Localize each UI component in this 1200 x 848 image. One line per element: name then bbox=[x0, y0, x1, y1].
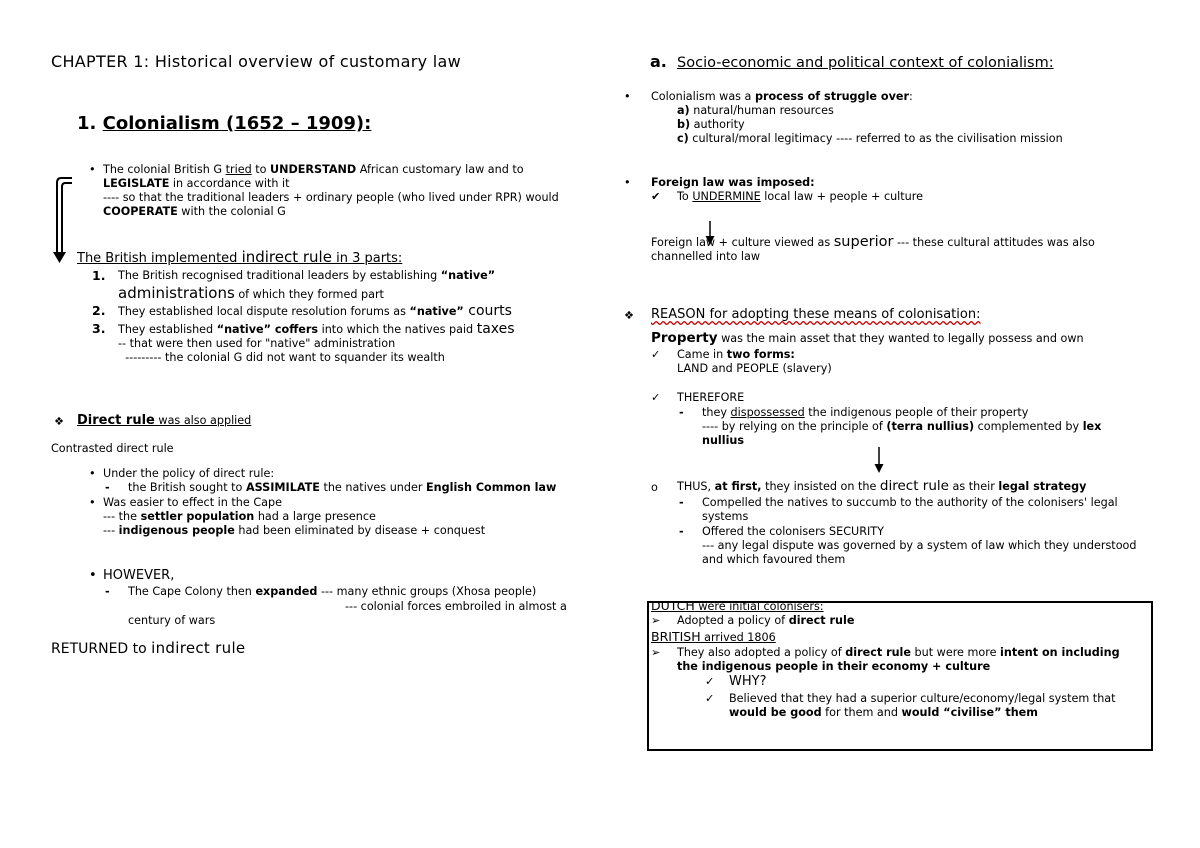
section-1-heading bbox=[77, 114, 371, 134]
text: Socio-economic and political context of colonialism: bbox=[677, 55, 1054, 71]
text: c) bbox=[677, 132, 689, 145]
therefore-line: THEREFORE bbox=[677, 391, 745, 404]
text: English Common law bbox=[426, 481, 557, 494]
text: They established local dispute resolution forums as bbox=[118, 305, 410, 318]
bullet-dot-icon: • bbox=[89, 467, 96, 480]
text: DUTCH bbox=[651, 598, 695, 613]
bullet-colonial-british bbox=[103, 163, 559, 219]
dash-bullet-icon: - bbox=[679, 496, 684, 509]
text: African customary law and to bbox=[356, 163, 524, 176]
text: the British sought to bbox=[128, 481, 246, 494]
bullet-dot-icon: • bbox=[89, 568, 97, 583]
text: The British implemented bbox=[77, 251, 242, 266]
text: legal strategy bbox=[998, 480, 1087, 493]
check-icon: ✔ bbox=[651, 190, 661, 203]
text: settler population bbox=[140, 510, 255, 523]
text: would be good bbox=[729, 706, 822, 719]
policy-line-1: Under the policy of direct rule: bbox=[103, 467, 275, 480]
dash-bullet-icon: - bbox=[679, 525, 684, 538]
text: Offered the colonisers SECURITY bbox=[702, 525, 884, 538]
foreign-law-heading: Foreign law was imposed: bbox=[651, 176, 815, 189]
part-number: 2. bbox=[92, 303, 106, 318]
text: Believed that they had a superior culture/economy/legal system that bbox=[729, 692, 1116, 705]
diamond-bullet-icon: ❖ bbox=[624, 309, 635, 322]
text: The colonial British G bbox=[103, 163, 226, 176]
contrasted-direct-rule: Contrasted direct rule bbox=[51, 442, 174, 455]
text: as their bbox=[948, 480, 999, 493]
believed-lines bbox=[729, 692, 1116, 720]
text: cultural/moral legitimacy ---- referred to as the civilisation mission bbox=[688, 132, 1063, 145]
text: was the main asset that they wanted to legally possess and own bbox=[717, 332, 1084, 345]
dash-bullet-icon: - bbox=[105, 481, 110, 494]
indirect-rule-heading bbox=[77, 249, 402, 267]
check-icon: ✓ bbox=[651, 391, 661, 404]
however-line-1 bbox=[128, 585, 536, 599]
text: the indigenous people of their property bbox=[804, 406, 1029, 419]
text: natural/human resources bbox=[689, 104, 834, 117]
text: --- the bbox=[103, 510, 141, 523]
text: direct rule bbox=[845, 646, 911, 659]
text: complemented by bbox=[974, 420, 1083, 433]
text: two forms: bbox=[726, 348, 795, 361]
text: They also adopted a policy of bbox=[677, 646, 846, 659]
dash-bullet-icon: - bbox=[679, 406, 684, 419]
text: expanded bbox=[255, 585, 318, 598]
section-title: Colonialism (1652 – 1909): bbox=[102, 113, 372, 134]
text: LEGISLATE bbox=[103, 177, 170, 190]
part-1 bbox=[118, 269, 495, 283]
security-lines bbox=[702, 525, 1137, 567]
text: ---- by relying on the principle of bbox=[702, 420, 887, 433]
text: was also applied bbox=[154, 414, 252, 427]
undermine-line bbox=[677, 190, 923, 204]
text: into which the natives paid bbox=[318, 323, 477, 336]
text: Came in bbox=[677, 348, 727, 361]
text: dispossessed bbox=[730, 406, 805, 419]
text: direct rule bbox=[788, 614, 855, 627]
text: would “civilise” them bbox=[901, 706, 1038, 719]
text: had a large presence bbox=[254, 510, 376, 523]
text: LAND and PEOPLE (slavery) bbox=[677, 362, 832, 375]
bullet-dot-icon: • bbox=[624, 176, 631, 189]
text: a. bbox=[650, 52, 667, 71]
text: The British recognised traditional leaders by establishing bbox=[118, 269, 441, 282]
text: Adopted a policy of bbox=[677, 614, 789, 627]
text: COOPERATE bbox=[103, 205, 178, 218]
text: arrived 1806 bbox=[700, 631, 776, 644]
check-icon: ✓ bbox=[705, 675, 715, 688]
text: nullius bbox=[702, 434, 745, 447]
part-1-line2 bbox=[118, 284, 384, 304]
text: had been eliminated by disease + conquest bbox=[234, 524, 486, 537]
circle-bullet-icon: o bbox=[651, 481, 658, 494]
struggle-line bbox=[651, 90, 913, 104]
section-number: 1. bbox=[77, 113, 97, 134]
text: for them and bbox=[821, 706, 902, 719]
text: -- that were then used for "native" administration bbox=[118, 337, 396, 350]
text: Colonialism was a bbox=[651, 90, 755, 103]
text: UNDERSTAND bbox=[270, 163, 357, 176]
bullet-dot-icon: • bbox=[624, 90, 631, 103]
dutch-heading bbox=[651, 599, 824, 614]
check-icon: ✓ bbox=[705, 692, 715, 705]
text: tried bbox=[225, 163, 252, 176]
text: --- any legal dispute was governed by a system of law which they understood bbox=[702, 539, 1137, 552]
dash-bullet-icon: - bbox=[105, 585, 110, 598]
text: channelled into law bbox=[651, 250, 761, 263]
text: indirect rule bbox=[241, 248, 332, 266]
text: and which favoured them bbox=[702, 553, 846, 566]
section-a-heading bbox=[650, 52, 1054, 73]
text: but were more bbox=[910, 646, 1001, 659]
text: --- many ethnic groups (Xhosa people) bbox=[317, 585, 537, 598]
dutch-policy bbox=[677, 614, 854, 628]
text: administrations bbox=[118, 284, 235, 302]
text: the natives under bbox=[319, 481, 427, 494]
text: The Cape Colony then bbox=[128, 585, 256, 598]
text: authority bbox=[690, 118, 745, 131]
text: of which they formed part bbox=[234, 288, 384, 301]
text: the indigenous people in their economy + culture bbox=[677, 660, 991, 673]
text: THUS, bbox=[677, 480, 715, 493]
policy-lines-3-5 bbox=[103, 496, 485, 538]
text: courts bbox=[463, 303, 512, 319]
text: --- these cultural attitudes was also bbox=[893, 236, 1095, 249]
text: a) bbox=[677, 104, 690, 117]
text: They established bbox=[118, 323, 217, 336]
text: they bbox=[702, 406, 731, 419]
text: “native” coffers bbox=[216, 323, 319, 336]
text: lex bbox=[1082, 420, 1102, 433]
text: systems bbox=[702, 510, 749, 523]
text: indirect rule bbox=[151, 639, 246, 657]
part-3 bbox=[118, 322, 515, 365]
text: direct rule bbox=[879, 478, 949, 494]
text: ---- so that the traditional leaders + ordinary people (who lived under RPR) would bbox=[103, 191, 559, 204]
text: BRITISH bbox=[651, 629, 701, 644]
thus-line bbox=[677, 479, 1086, 494]
text: Property bbox=[651, 330, 718, 346]
bracket-arrow-icon bbox=[50, 175, 76, 267]
text: To bbox=[677, 190, 693, 203]
text: Was easier to effect in the Cape bbox=[103, 496, 282, 509]
text: with the colonial G bbox=[177, 205, 286, 218]
why-line: WHY? bbox=[729, 674, 767, 689]
text: indigenous people bbox=[118, 524, 235, 537]
text: --------- the colonial G did not want to squander its wealth bbox=[125, 351, 445, 364]
text: “native” bbox=[440, 269, 496, 282]
superior-line bbox=[651, 235, 1095, 264]
text: local law + people + culture bbox=[760, 190, 924, 203]
text: at first, bbox=[714, 480, 762, 493]
text: ASSIMILATE bbox=[245, 481, 320, 494]
however-heading: HOWEVER, bbox=[103, 568, 175, 583]
text: REASON for adopting these means of colonisation: bbox=[651, 307, 981, 322]
returned-heading bbox=[51, 640, 245, 657]
text: intent on including bbox=[1000, 646, 1120, 659]
reason-heading bbox=[651, 307, 980, 323]
chapter-title: CHAPTER 1: Historical overview of customary law bbox=[51, 52, 461, 71]
text: in 3 parts: bbox=[331, 251, 403, 266]
however-line-2: --- colonial forces embroiled in almost a bbox=[345, 600, 567, 613]
text: taxes bbox=[476, 321, 515, 337]
text: --- bbox=[103, 524, 119, 537]
check-icon: ✓ bbox=[651, 348, 661, 361]
text: process of struggle over bbox=[754, 90, 909, 103]
text: (terra nullius) bbox=[886, 420, 975, 433]
two-forms-line bbox=[677, 348, 832, 376]
text: superior bbox=[833, 234, 894, 250]
policy-line-2 bbox=[128, 481, 556, 495]
text: Direct rule bbox=[77, 413, 155, 428]
direct-rule-heading bbox=[77, 414, 251, 428]
part-number: 3. bbox=[92, 321, 106, 336]
british-policy bbox=[677, 646, 1120, 674]
part-2 bbox=[118, 304, 512, 319]
text: Foreign law + culture viewed as bbox=[651, 236, 834, 249]
arrow-bullet-icon: ➢ bbox=[651, 646, 661, 659]
dispossessed-lines bbox=[702, 406, 1101, 448]
text: in accordance with it bbox=[169, 177, 290, 190]
text: UNDERMINE bbox=[692, 190, 761, 203]
bullet-dot-icon: • bbox=[89, 496, 96, 509]
text: “native” bbox=[409, 305, 464, 318]
text: Compelled the natives to succumb to the authority of the colonisers' legal bbox=[702, 496, 1118, 509]
compelled-lines bbox=[702, 496, 1118, 524]
text: were initial colonisers: bbox=[694, 600, 824, 613]
property-line bbox=[651, 331, 1084, 346]
british-heading bbox=[651, 630, 776, 645]
text: they insisted on the bbox=[761, 480, 880, 493]
text: : bbox=[908, 90, 913, 103]
bullet-dot-icon: • bbox=[89, 163, 96, 176]
text: to bbox=[251, 163, 271, 176]
text: RETURNED to bbox=[51, 641, 152, 657]
however-line-3: century of wars bbox=[128, 614, 216, 627]
text: b) bbox=[677, 118, 691, 131]
diamond-bullet-icon: ❖ bbox=[54, 415, 65, 428]
part-number: 1. bbox=[92, 268, 106, 283]
arrow-bullet-icon: ➢ bbox=[651, 614, 661, 627]
struggle-items bbox=[677, 104, 1063, 146]
down-arrow-icon bbox=[873, 446, 885, 474]
